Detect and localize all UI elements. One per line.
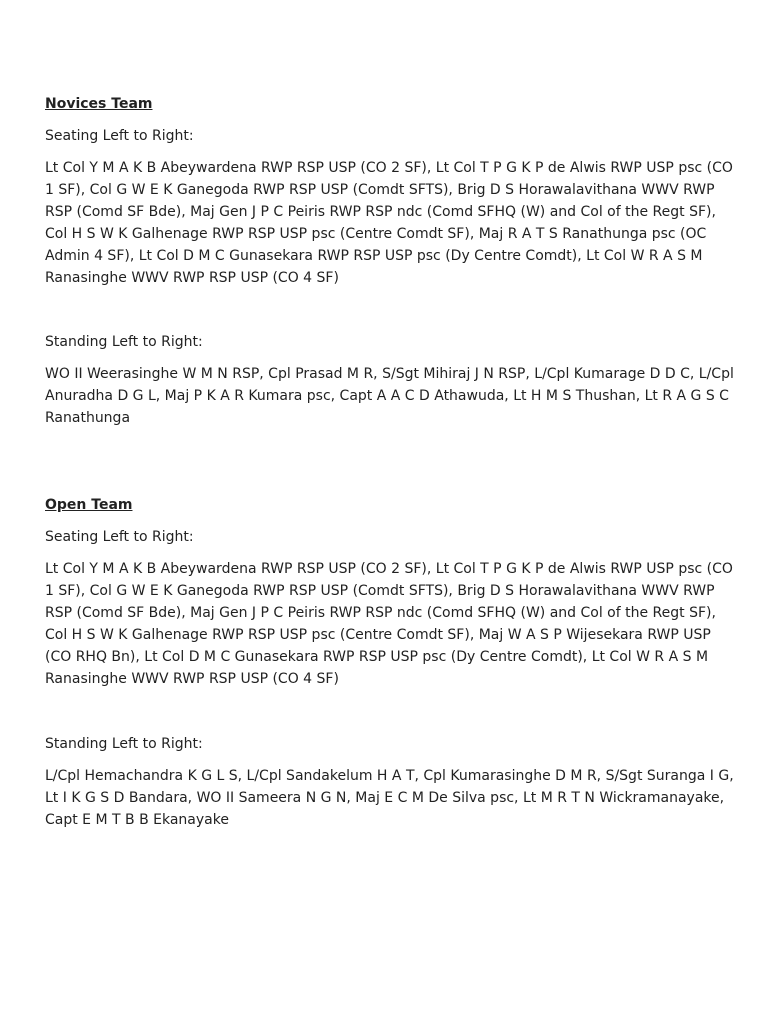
novices-seating-list: Lt Col Y M A K B Abeywardena RWP RSP USP (CO 2 SF), Lt Col T P G K P de Alwis RWP USP psc (CO 1 SF), Col G W E K Ganegoda RWP RSP USP (Comdt SFTS), Brig D S Horawalavithana WWV RWP RSP (Comd SF Bde), Maj Gen J P C Peiris RWP RSP ndc (Comd SFHQ (W) and Col of the Regt SF), Col H S W K Galhenage RWP RSP USP psc (Centre Comdt SF), Maj R A T S Ranathunga psc (OC Admin 4 SF), Lt Col D M C Gunasekara RWP RSP USP psc (Dy Centre Comdt), Lt Col W R A S M Ranasinghe WWV RWP RSP USP (CO 4 SF) <box>45 160 733 286</box>
novices-team-section <box>45 93 740 429</box>
novices-standing-list: WO II Weerasinghe W M N RSP, Cpl Prasad M R, S/Sgt Mihiraj J N RSP, L/Cpl Kumarage D D C, L/Cpl Anuradha D G L, Maj P K A R Kumara psc, Capt A A C D Athawuda, Lt H M S Thushan, Lt R A G S C Ranathunga <box>45 366 734 426</box>
open-seating-list: Lt Col Y M A K B Abeywardena RWP RSP USP (CO 2 SF), Lt Col T P G K P de Alwis RWP USP psc (CO 1 SF), Col G W E K Ganegoda RWP RSP USP (Comdt SFTS), Brig D S Horawalavithana WWV RWP RSP (Comd SF Bde), Maj Gen J P C Peiris RWP RSP ndc (Comd SFHQ (W) and Col of the Regt SF), Col H S W K Galhenage RWP RSP USP psc (Centre Comdt SF), Maj W A S P Wijesekara RWP USP (CO RHQ Bn), Lt Col D M C Gunasekara RWP RSP USP psc (Dy Centre Comdt), Lt Col W R A S M Ranasinghe WWV RWP RSP USP (CO 4 SF) <box>45 561 733 687</box>
open-team-heading: Open Team <box>45 497 133 513</box>
open-seating-label: Seating Left to Right: <box>45 529 194 545</box>
novices-team-heading: Novices Team <box>45 96 153 112</box>
open-team-section <box>45 494 740 831</box>
open-standing-label: Standing Left to Right: <box>45 736 203 752</box>
spacer <box>45 289 740 331</box>
open-standing-list: L/Cpl Hemachandra K G L S, L/Cpl Sandakelum H A T, Cpl Kumarasinghe D M R, S/Sgt Suranga I G, Lt I K G S D Bandara, WO II Sameera N G N, Maj E C M De Silva psc, Lt M R T N Wickramanayake, Capt E M T B B Ekanayake <box>45 768 734 828</box>
novices-seating-label: Seating Left to Right: <box>45 128 194 144</box>
novices-standing-label: Standing Left to Right: <box>45 334 203 350</box>
document-page <box>45 93 740 831</box>
spacer <box>45 429 740 494</box>
spacer <box>45 690 740 733</box>
